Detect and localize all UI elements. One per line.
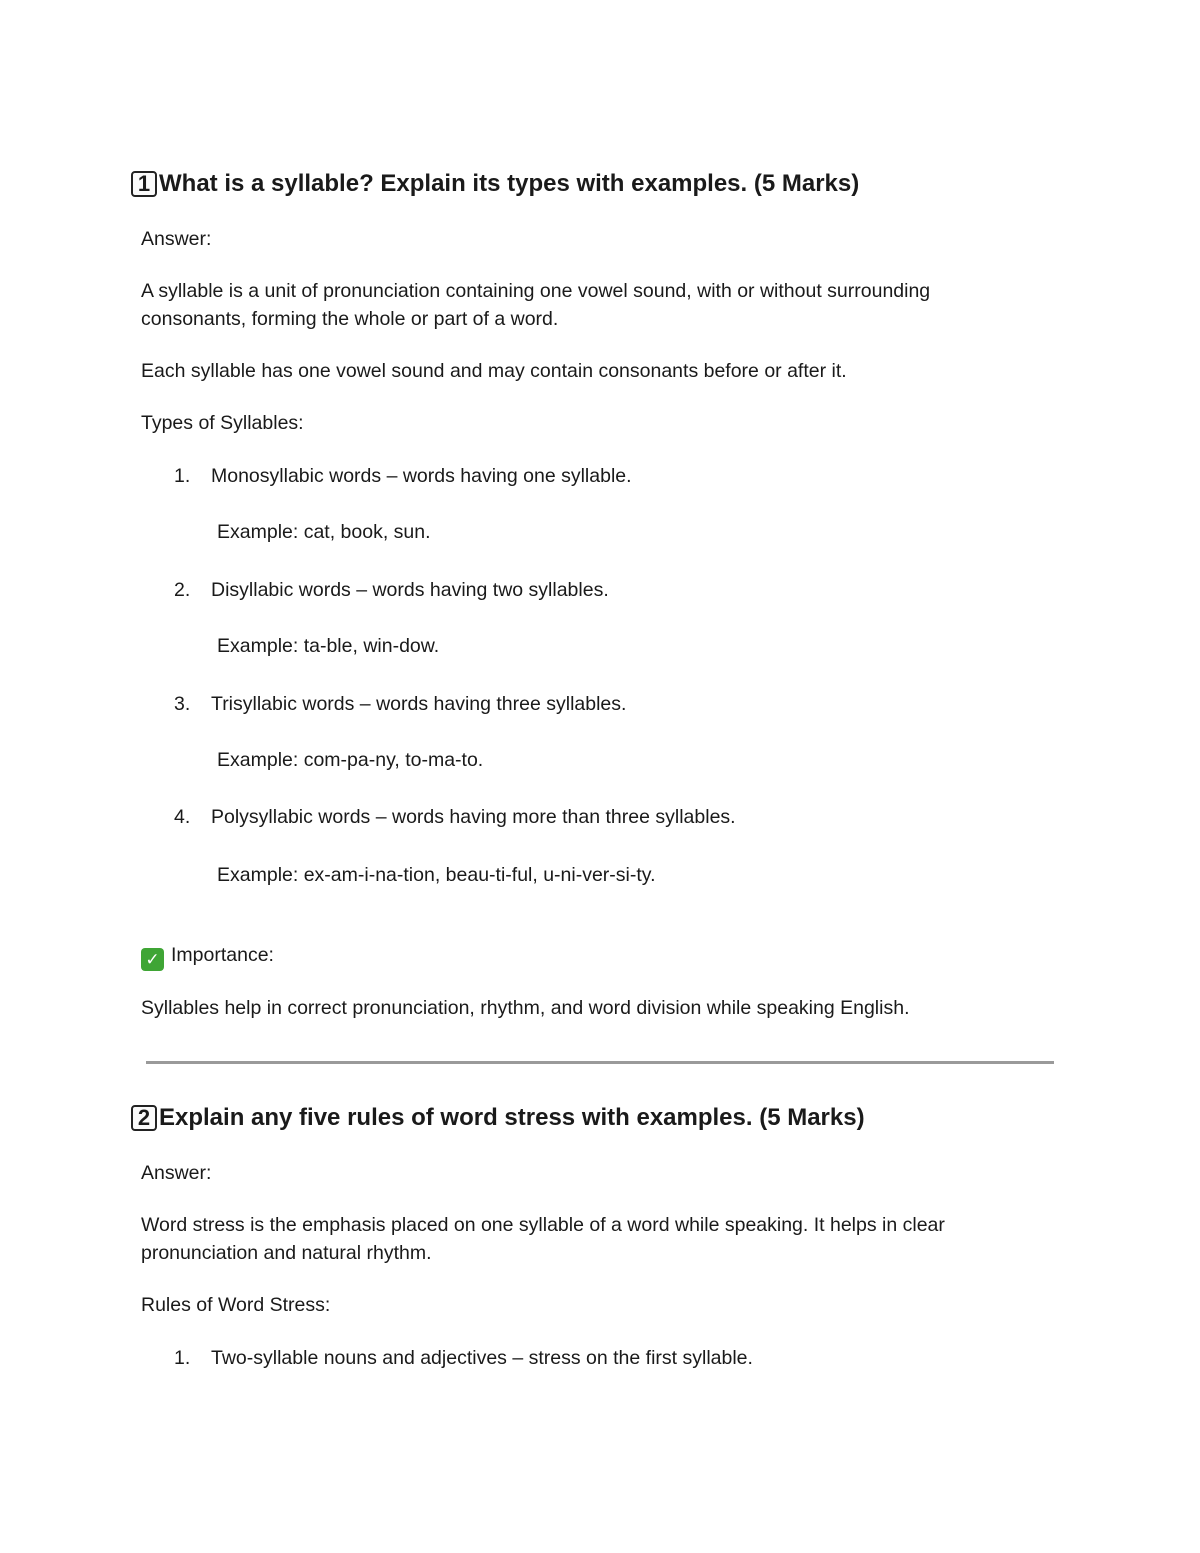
importance-label-text: Importance: bbox=[171, 944, 274, 966]
q2-definition-line-2: pronunciation and natural rhythm. bbox=[141, 1242, 432, 1264]
list-item-number: 2. bbox=[174, 579, 191, 601]
list-item bbox=[174, 803, 736, 831]
q1-definition-line-2: consonants, forming the whole or part of a word. bbox=[141, 308, 559, 330]
list-item-example: Example: cat, book, sun. bbox=[217, 521, 431, 543]
list-item bbox=[174, 690, 626, 718]
q1-definition-line-1: A syllable is a unit of pronunciation containing one vowel sound, with or without surrounding bbox=[141, 280, 931, 302]
list-item-text: Disyllabic words – words having two syllables. bbox=[211, 579, 609, 601]
q1-answer-label: Answer: bbox=[141, 228, 212, 250]
list-item-number: 1. bbox=[174, 1347, 191, 1369]
q2-rules-heading: Rules of Word Stress: bbox=[141, 1294, 331, 1316]
q1-importance-text: Syllables help in correct pronunciation, rhythm, and word division while speaking English. bbox=[141, 997, 910, 1019]
list-item-example: Example: ex-am-i-na-tion, beau-ti-ful, u-ni-ver-si-ty. bbox=[217, 864, 656, 886]
question-1-heading bbox=[131, 169, 859, 199]
list-item bbox=[174, 576, 609, 604]
question-2-title: Explain any five rules of word stress with examples. (5 Marks) bbox=[159, 1104, 865, 1131]
keycap-1-icon: 1 bbox=[131, 171, 157, 197]
list-item-text: Trisyllabic words – words having three syllables. bbox=[211, 693, 627, 715]
list-item-text: Polysyllabic words – words having more than three syllables. bbox=[211, 806, 736, 828]
keycap-2-icon: 2 bbox=[131, 1105, 157, 1131]
q2-answer-label: Answer: bbox=[141, 1162, 212, 1184]
check-mark-icon: ✓ bbox=[141, 948, 164, 971]
section-divider bbox=[146, 1061, 1054, 1064]
question-1-title: What is a syllable? Explain its types with examples. (5 Marks) bbox=[159, 170, 860, 197]
q2-definition-line-1: Word stress is the emphasis placed on one syllable of a word while speaking. It helps in clear bbox=[141, 1214, 945, 1236]
q1-types-heading: Types of Syllables: bbox=[141, 412, 304, 434]
list-item-number: 4. bbox=[174, 806, 191, 828]
q1-note: Each syllable has one vowel sound and may contain consonants before or after it. bbox=[141, 360, 847, 382]
list-item-number: 1. bbox=[174, 465, 191, 487]
list-item-number: 3. bbox=[174, 693, 191, 715]
list-item-example: Example: ta-ble, win-dow. bbox=[217, 635, 440, 657]
list-item bbox=[174, 462, 632, 490]
list-item bbox=[174, 1344, 753, 1372]
question-2-heading bbox=[131, 1103, 865, 1133]
list-item-text: Monosyllabic words – words having one syllable. bbox=[211, 465, 632, 487]
list-item-example: Example: com-pa-ny, to-ma-to. bbox=[217, 749, 484, 771]
list-item-text: Two-syllable nouns and adjectives – stress on the first syllable. bbox=[211, 1347, 753, 1369]
q1-importance-label bbox=[141, 941, 274, 971]
